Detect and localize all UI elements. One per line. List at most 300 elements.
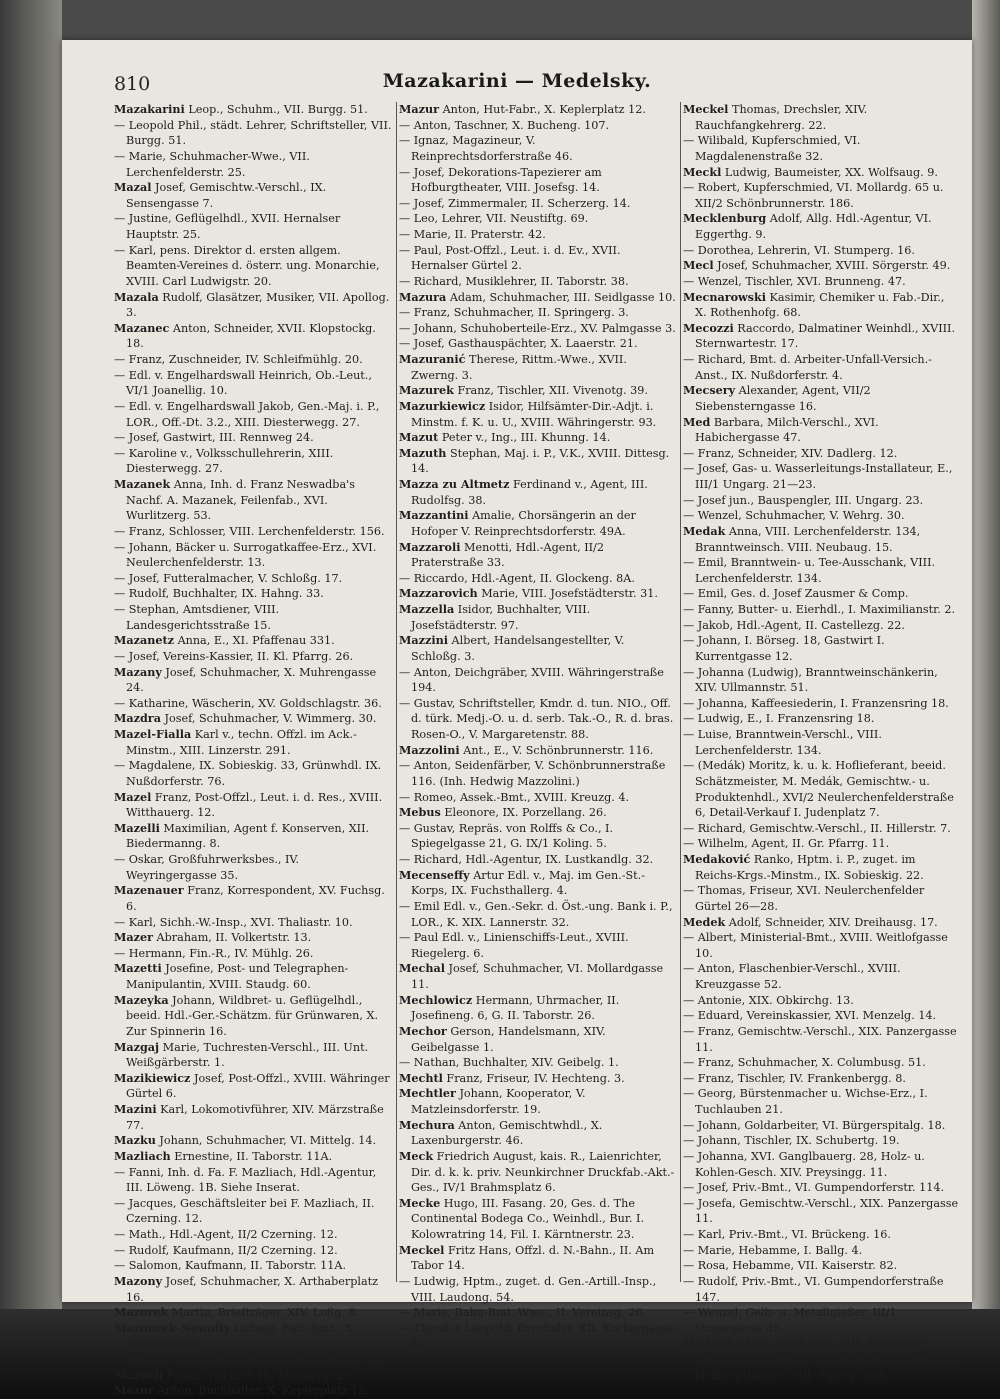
- directory-entry: [683, 508, 959, 524]
- entry-details: — Richard, Bmt. d. Arbeiter-Unfall-Versich.-Anst., IX. Nußdorferstr. 4.: [683, 353, 932, 382]
- directory-entry: [114, 727, 392, 758]
- entry-surname: Mazakarini: [114, 102, 185, 116]
- entry-details: Hermann, Uhrmacher, II. Josefineng. 6, G. II. Taborstr. 26.: [411, 993, 620, 1023]
- entry-surname: Mazzini: [399, 633, 448, 648]
- entry-details: Stephan, Maj. i. P., V.K., XVIII. Dittesg. 14.: [411, 446, 670, 476]
- entry-details: — Rudolf, Buchhalter, IX. Hahng. 33.: [114, 587, 324, 601]
- directory-entry: [683, 1180, 959, 1196]
- entry-details: — Emil, Ges. d. Josef Zausmer & Comp.: [683, 587, 909, 601]
- entry-details: — Richard, Musiklehrer, II. Taborstr. 38.: [399, 274, 629, 288]
- entry-surname: Mazdra: [114, 711, 161, 726]
- entry-details: Anton, Schneider, XVII. Klopstockg. 18.: [126, 321, 376, 351]
- directory-entry: [114, 149, 392, 180]
- entry-details: — Anton, Taschner, X. Bucheng. 107.: [399, 118, 610, 132]
- directory-entry: [114, 883, 392, 914]
- directory-entry: [399, 1305, 677, 1321]
- entry-details: Friedrich August, kais. R., Laienrichter, Dir. d. k. k. priv. Neunkirchner Druckfab.-Akt.-Ges., IV/1 Brahmsplatz 6.: [411, 1149, 675, 1195]
- scan-edge-left: [0, 0, 62, 1394]
- entry-details: Alexander, Agent, VII/2 Siebensterngasse 16.: [695, 384, 871, 413]
- directory-entry: [683, 961, 959, 992]
- directory-entry: [683, 602, 959, 618]
- entry-surname: Mazzaroli: [399, 539, 461, 554]
- directory-entry: [399, 321, 677, 337]
- column-3: [683, 102, 959, 1382]
- entry-details: — Karl, Sichh.-W.-Insp., XVI. Thaliastr. 10.: [114, 915, 353, 929]
- entry-surname: Mazzella: [399, 602, 455, 616]
- entry-surname: Mazzarovich: [399, 586, 478, 601]
- directory-entry: [683, 821, 959, 837]
- directory-entry: [114, 446, 392, 477]
- directory-entry: [114, 1040, 392, 1071]
- directory-entry: [683, 243, 959, 259]
- entry-details: Anna, Inh. d. Franz Neswadba's Nachf. A. Mazanek, Feilenfab., XVI. Wurlitzerg. 53.: [126, 478, 355, 523]
- entry-details: — Franz, Schneider, XIV. Dadlerg. 12.: [683, 446, 898, 460]
- entry-surname: Mazini: [114, 1102, 157, 1116]
- entry-details: — Wenzel, Gelb- u. Metallgießer, III/1 Ungargasse 45.: [683, 1306, 897, 1335]
- scan-edge-right: [972, 0, 1000, 1394]
- entry-details: Barbara, Milch-Verschl., XVI. Habichergasse 47.: [695, 415, 879, 445]
- entry-details: — Johann, I. Börseg. 18, Gastwirt I. Kurrentgasse 12.: [683, 634, 885, 663]
- entry-details: Ludwig, Baumeister, XX. Wolfsaug. 9.: [721, 165, 938, 179]
- entry-details: Anton, Gemischtwhdl., X. Laxenburgerstr. 46.: [411, 1118, 603, 1148]
- directory-entry: [114, 321, 392, 352]
- directory-entry: [114, 1227, 392, 1243]
- directory-entry: [399, 165, 677, 196]
- entry-details: — (Frank) Karoline, k. u. k. Hofschauspielerin a. Hofburgtheater, VIII. Tigerg. 33A.: [683, 1353, 959, 1382]
- directory-entry: [114, 946, 392, 962]
- entry-surname: Mazal: [114, 180, 152, 195]
- directory-entry: [114, 1305, 392, 1321]
- entry-surname: Med: [683, 414, 711, 429]
- entry-details: Maximilian, Agent f. Konserven, XII. Biedermanng. 8.: [126, 821, 370, 851]
- entry-details: — Robert, Kupferschmied, VI. Mollardg. 65 u. XII/2 Schönbrunnerstr. 186.: [683, 181, 944, 210]
- entry-surname: Mazurek: [399, 383, 454, 398]
- directory-entry: [114, 852, 392, 883]
- entry-details: — Josef, Gasthauspächter, X. Laaerstr. 21.: [399, 337, 638, 351]
- directory-entry: [114, 430, 392, 446]
- directory-entry: [399, 352, 677, 383]
- entry-surname: Mazel: [114, 789, 152, 804]
- entry-surname: Mazzantini: [399, 508, 469, 523]
- entry-details: Franz, Friseur, IV. Hechteng. 3.: [442, 1071, 625, 1085]
- entry-details: — Dorothea, Lehrerin, VI. Stumperg. 16.: [683, 243, 915, 257]
- directory-entry: [683, 1133, 959, 1149]
- directory-entry: [399, 227, 677, 243]
- entry-details: Franz, Tischler, IX. Müllnerg. 25.: [163, 1368, 355, 1382]
- entry-details: — Romeo, Assek.-Bmt., XVIII. Kreuzg. 4.: [399, 790, 630, 804]
- entry-surname: Mazourek-Newolly: [114, 1320, 230, 1335]
- running-head: Mazakarini — Medelsky.: [382, 70, 652, 92]
- entry-details: — Josef, Futteralmacher, V. Schloßg. 17.: [114, 571, 343, 585]
- directory-entry: [114, 540, 392, 571]
- entry-surname: Mazany: [114, 664, 162, 679]
- entry-details: — Wilibald, Kupferschmied, VI. Magdalenenstraße 32.: [683, 134, 861, 163]
- entry-surname: Mazer: [114, 930, 153, 945]
- directory-entry: [683, 1024, 959, 1055]
- entry-details: Marie, VIII. Josefstädterstr. 31.: [477, 587, 658, 601]
- directory-entry: [399, 336, 677, 352]
- directory-entry: [114, 118, 392, 149]
- directory-entry: [399, 1196, 677, 1243]
- directory-entry: [114, 1071, 392, 1102]
- directory-entry: [114, 243, 392, 290]
- entry-surname: Meckl: [683, 164, 722, 179]
- entry-details: — Stephan, Amtsdiener, VIII. Landesgerichtsstraße 15.: [114, 603, 280, 632]
- directory-entry: [399, 1071, 677, 1087]
- entry-details: — Anton, Flaschenbier-Verschl., XVIII. Kreuzgasse 52.: [683, 962, 901, 991]
- entry-details: — Eduard, Vereinskassier, XVI. Menzelg. 14.: [683, 1009, 937, 1023]
- directory-entry: [114, 1368, 392, 1384]
- directory-entry: [683, 852, 959, 883]
- entry-details: — Edl. v. Engelhardswall Jakob, Gen.-Maj. i. P., LOR., Off.-Dt. 3.2., XIII. Diesterwegg. 27.: [114, 399, 380, 429]
- directory-entry: [399, 930, 677, 961]
- directory-entry: [114, 1165, 392, 1196]
- entry-details: Eleonore, IX. Porzellang. 26.: [440, 806, 607, 820]
- entry-details: Karl, Lokomotivführer, XIV. Märzstraße 77.: [126, 1103, 384, 1132]
- entry-details: — Rudolf, Kaufmann, II/2 Czerning. 12.: [114, 1243, 338, 1257]
- directory-entry: [114, 102, 392, 118]
- entry-details: Albert, Handelsangestellter, V. Schloßg. 3.: [411, 634, 625, 663]
- directory-entry: [683, 727, 959, 758]
- directory-entry: [683, 290, 959, 321]
- entry-surname: Mazku: [114, 1133, 156, 1148]
- directory-entry: [683, 274, 959, 290]
- directory-entry: [683, 696, 959, 712]
- directory-entry: [399, 1118, 677, 1149]
- directory-entry: [399, 274, 677, 290]
- entry-surname: Mecenseffy: [399, 867, 470, 882]
- directory-entry: [114, 790, 392, 821]
- entry-details: Thomas, Drechsler, XIV. Rauchfangkehrerg. 22.: [695, 103, 868, 132]
- directory-entry: [399, 305, 677, 321]
- entry-surname: Mazuranić: [399, 352, 466, 366]
- directory-entry: [114, 665, 392, 696]
- directory-entry: [114, 1133, 392, 1149]
- entry-details: Josefine, Post- und Telegraphen-Manipulantin, XVIII. Staudg. 60.: [126, 962, 349, 991]
- directory-entry: [683, 993, 959, 1009]
- entry-details: Leop., Schuhm., VII. Burgg. 51.: [184, 103, 368, 116]
- entry-details: — Riccardo, Hdl.-Agent, II. Glockeng. 8A.: [399, 571, 635, 585]
- entry-surname: Mazetti: [114, 961, 162, 976]
- directory-entry: [399, 571, 677, 587]
- directory-entry: [399, 102, 677, 118]
- entry-details: Gerson, Handelsmann, XIV. Geibelgasse 1.: [411, 1024, 606, 1054]
- entry-details: Josef, Schuhmacher, X. Muhrengasse 24.: [126, 665, 377, 695]
- directory-entry: [399, 665, 677, 696]
- directory-entry: [399, 805, 677, 821]
- entry-details: — Johann, Goldarbeiter, VI. Bürgerspitalg. 18.: [683, 1118, 946, 1132]
- directory-entry: [399, 1055, 677, 1071]
- entry-details: — Thomas, Friseur, XVI. Neulerchenfelder Gürtel 26—28.: [683, 884, 925, 913]
- entry-details: — Franz, Gemischtw.-Verschl., XIX. Panzergasse 11.: [683, 1024, 957, 1054]
- directory-entry: [399, 1321, 677, 1352]
- entry-details: — Emil, Branntwein- u. Tee-Ausschank, VIII. Lerchenfelderstr. 134.: [683, 556, 936, 585]
- entry-details: — Magdalene, IX. Sobieskig. 33, Grünwhdl. IX. Nußdorferstr. 76.: [114, 759, 382, 788]
- column-2: [399, 102, 677, 1351]
- entry-details: Peter v., Ing., III. Khunng. 14.: [438, 431, 611, 445]
- entry-details: — Nathan, Buchhalter, XIV. Geibelg. 1.: [399, 1056, 619, 1070]
- entry-details: — Anton, Seidenfärber, V. Schönbrunnerstraße 116. (Inh. Hedwig Mazzolini.): [399, 759, 666, 788]
- entry-details: — Luise, Branntwein-Verschl., VIII. Lerchenfelderstr. 134.: [683, 728, 882, 757]
- directory-entry: [683, 102, 959, 133]
- directory-entry: [399, 196, 677, 212]
- entry-details: Adolf, Schneider, XIV. Dreihausg. 17.: [725, 915, 938, 929]
- entry-surname: Mechor: [399, 1023, 447, 1038]
- directory-entry: [683, 915, 959, 931]
- directory-entry: [114, 993, 392, 1040]
- entry-details: — Rudolf, Priv.-Bmt., VI. Gumpendorferstraße 147.: [683, 1274, 944, 1304]
- directory-entry: [399, 790, 677, 806]
- directory-entry: [683, 1258, 959, 1274]
- directory-entry: [399, 290, 677, 306]
- directory-entry: [399, 477, 677, 508]
- entry-surname: Mazala: [114, 289, 159, 304]
- entry-surname: Meck: [399, 1148, 434, 1163]
- entry-details: — Karl, Priv.-Bmt., VI. Brückeng. 16.: [683, 1228, 891, 1241]
- directory-entry: [114, 211, 392, 242]
- entry-details: — Johann, Bäcker u. Surrogatkaffee-Erz., XVI. Neulerchenfelderstr. 13.: [114, 540, 377, 570]
- entry-details: — Josef, Gastwirt, III. Rennweg 24.: [114, 431, 314, 445]
- directory-entry: [399, 961, 677, 992]
- directory-entry: [683, 586, 959, 602]
- entry-details: Fritz Hans, Offzl. d. N.-Bahn., II. Am Tabor 14.: [411, 1243, 655, 1273]
- directory-entry: [399, 821, 677, 852]
- entry-details: — Jakob, Hdl.-Agent, II. Castellezg. 22.: [683, 618, 905, 632]
- directory-entry: [114, 1258, 392, 1274]
- entry-details: Ernestine, II. Taborstr. 11A.: [170, 1149, 333, 1163]
- directory-entry: [683, 633, 959, 664]
- directory-entry: [399, 758, 677, 789]
- directory-entry: [399, 383, 677, 399]
- entry-details: Isidor, Buchhalter, VIII. Josefstädterstr. 97.: [411, 603, 591, 632]
- directory-entry: [683, 1086, 959, 1117]
- directory-entry: [683, 165, 959, 181]
- directory-entry: [683, 836, 959, 852]
- entry-surname: Mazel-Fialla: [114, 727, 192, 741]
- entry-surname: Mazliach: [114, 1148, 171, 1163]
- entry-details: — Jacques, Geschäftsleiter bei F. Mazliach, II. Czerning. 12.: [114, 1196, 375, 1226]
- column-divider-2: [680, 102, 681, 1282]
- directory-entry: [399, 540, 677, 571]
- page-number: 810: [114, 73, 151, 95]
- directory-entry: [114, 180, 392, 211]
- directory-entry: [683, 524, 959, 555]
- entry-surname: Mazikiewicz: [114, 1070, 191, 1085]
- entry-surname: Mazut: [399, 430, 439, 445]
- directory-entry: [399, 1274, 677, 1305]
- directory-entry: [114, 1274, 392, 1305]
- entry-details: Raccordo, Dalmatiner Weinhdl., XVIII. Sternwartestr. 17.: [695, 321, 956, 351]
- directory-entry: [399, 399, 677, 430]
- entry-details: Adam, Schuhmacher, III. Seidlgasse 10.: [446, 290, 676, 304]
- directory-entry: [683, 618, 959, 634]
- directory-entry: [399, 602, 677, 633]
- directory-entry: [114, 696, 392, 712]
- entry-details: Rudolf, Glasätzer, Musiker, VII. Apollog. 3.: [126, 290, 390, 320]
- entry-surname: Mecke: [399, 1195, 441, 1210]
- entry-details: — Johanna, Kaffeesiederin, I. Franzensring 18.: [683, 696, 949, 710]
- entry-details: — Josefa, Gemischtw.-Verschl., XIX. Panzergasse 11.: [683, 1196, 959, 1226]
- directory-entry: [399, 1243, 677, 1274]
- entry-details: Josef, Schuhmacher, V. Wimmerg. 30.: [160, 712, 377, 726]
- entry-details: — Franz, Zuschneider, IV. Schleifmühlg. 20.: [114, 353, 363, 366]
- entry-details: — Albert, Ministerial-Bmt., XVIII. Weitlofgasse 10.: [683, 931, 948, 960]
- directory-entry: [399, 696, 677, 743]
- directory-entry: [683, 665, 959, 696]
- entry-details: — Fanny, Butter- u. Eierhdl., I. Maximilianstr. 2.: [683, 603, 956, 616]
- directory-entry: [683, 883, 959, 914]
- directory-entry: [114, 571, 392, 587]
- directory-entry: [683, 1336, 959, 1352]
- entry-surname: Mecklenburg: [683, 211, 767, 226]
- entry-details: — Franz, Schlosser, VIII. Lerchenfelderstr. 156.: [114, 524, 385, 538]
- entry-details: Josef, Schuhmacher, X. Arthaberplatz 16.: [126, 1274, 379, 1304]
- directory-entry: [114, 1243, 392, 1259]
- directory-entry: [399, 868, 677, 899]
- entry-details: — Wilhelm, Agent, II. Gr. Pfarrg. 11.: [683, 837, 890, 851]
- entry-details: Ferdinand v., Agent, III. Rudolfsg. 38.: [411, 478, 648, 507]
- column-1: [114, 102, 392, 1398]
- directory-entry: [683, 1118, 959, 1134]
- directory-entry: [114, 1102, 392, 1133]
- entry-surname: Mazanec: [114, 320, 170, 335]
- directory-entry: [114, 649, 392, 665]
- directory-entry: [683, 555, 959, 586]
- entry-details: Anna, E., XI. Pfaffenau 331.: [174, 634, 335, 648]
- entry-details: — Rudolf, Gemischtw.-Verschl., XIII. Gurkg. 30.: [114, 1353, 383, 1366]
- directory-entry: [683, 758, 959, 821]
- entry-surname: Mechtl: [399, 1070, 443, 1085]
- entry-details: — Ludwig, E., I. Franzensring 18.: [683, 712, 875, 726]
- entry-surname: Mazurkiewicz: [399, 398, 486, 413]
- entry-details: Franz, Korrespondent, XV. Fuchsg. 6.: [126, 884, 385, 913]
- entry-surname: Mecl: [683, 258, 714, 273]
- entry-surname: Medelsky: [683, 1336, 743, 1351]
- directory-entry: [683, 1196, 959, 1227]
- entry-surname: Mazony: [114, 1273, 163, 1288]
- directory-entry: [683, 1008, 959, 1024]
- directory-entry: [399, 211, 677, 227]
- directory-entry: [683, 1274, 959, 1305]
- entry-details: — Johanna (Ludwig), Branntweinschänkerin, XIV. Ullmannstr. 51.: [683, 665, 938, 695]
- entry-details: — Paul Edl. v., Linienschiffs-Leut., XVIII. Riegelerg. 6.: [399, 931, 629, 960]
- entry-surname: Mechlowicz: [399, 992, 473, 1007]
- entry-details: — Josef jun., Bauspengler, III. Ungarg. 23.: [683, 493, 924, 507]
- entry-details: — Ludwig, Hptm., zuget. d. Gen.-Artill.-Insp., VIII. Laudong. 54.: [399, 1274, 657, 1304]
- entry-details: Isidor, Hilfsämter-Dir.-Adjt. i. Minstm. f. K. u. U., XVIII. Währingerstr. 93.: [411, 399, 657, 429]
- directory-entry: [114, 352, 392, 368]
- directory-entry: [399, 133, 677, 164]
- directory-entry: [399, 743, 677, 759]
- entry-surname: Mazza zu Altmetz: [399, 477, 510, 491]
- directory-entry: [683, 1071, 959, 1087]
- entry-details: — Leo, Lehrer, VII. Neustiftg. 69.: [399, 212, 589, 226]
- directory-entry: [683, 1243, 959, 1259]
- directory-entry: [683, 493, 959, 509]
- entry-details: — Franz, Schuhmacher, II. Springerg. 3.: [399, 306, 629, 320]
- directory-entry: [399, 1086, 677, 1117]
- directory-entry: [683, 133, 959, 164]
- entry-details: — Franz, Schuhmacher, X. Columbusg. 51.: [683, 1056, 926, 1070]
- entry-details: — Justine, Geflügelhdl., XVII. Hernalser Hauptstr. 25.: [114, 212, 341, 241]
- entry-details: Kasimir, Chemiker u. Fab.-Dir., X. Rothenhofg. 68.: [695, 290, 945, 320]
- entry-surname: Mechal: [399, 961, 445, 976]
- directory-entry: [683, 446, 959, 462]
- directory-entry: [399, 118, 677, 134]
- entry-details: Ant., E., V. Schönbrunnerstr. 116.: [459, 743, 654, 757]
- entry-details: Johann, Kooperator, V. Matzleinsdorferstr. 19.: [411, 1087, 586, 1116]
- directory-entry: [114, 758, 392, 789]
- entry-surname: Mazorek: [114, 1305, 169, 1320]
- entry-details: — Fanni, Inh. d. Fa. F. Mazliach, Hdl.-Agentur, III. Löweng. 1B. Siehe Inserat.: [114, 1165, 377, 1195]
- directory-entry: [683, 930, 959, 961]
- directory-entry: [114, 961, 392, 992]
- entry-details: — Salomon, Kaufmann, II. Taborstr. 11A.: [114, 1259, 347, 1273]
- entry-details: Franz, Post-Offzl., Leut. i. d. Res., XVIII. Witthauerg. 12.: [126, 790, 383, 820]
- directory-entry: [683, 1305, 959, 1336]
- directory-entry: [683, 180, 959, 211]
- entry-details: — Richard, Hdl.-Agentur, IX. Lustkandlg. 32.: [399, 853, 654, 866]
- entry-details: — Josef, Vereins-Kassier, II. Kl. Pfarrg. 26.: [114, 649, 354, 663]
- entry-surname: Mazeyka: [114, 992, 169, 1007]
- page-header: [62, 40, 972, 96]
- directory-entry: [683, 1352, 959, 1383]
- directory-entry: [114, 711, 392, 727]
- entry-details: Abraham, II. Volkertstr. 13.: [153, 931, 312, 945]
- entry-surname: Medak: [683, 523, 726, 538]
- directory-entry: [399, 993, 677, 1024]
- entry-details: Josef, Schuhmacher, XVIII. Sörgerstr. 49.: [713, 259, 951, 273]
- directory-entry: [399, 446, 677, 477]
- directory-entry: [683, 211, 959, 242]
- entry-details: Anton, Hut-Fabr., X. Keplerplatz 12.: [439, 103, 646, 116]
- directory-entry: [683, 352, 959, 383]
- directory-entry: [683, 1149, 959, 1180]
- entry-details: — Georg, Bürstenmacher u. Wichse-Erz., I. Tuchlauben 21.: [683, 1087, 928, 1116]
- entry-details: — Marie, II. Praterstr. 42.: [399, 228, 546, 241]
- entry-details: — Karl, pens. Direktor d. ersten allgem. Beamten-Vereines d. österr. ung. Monarchie, XVIII. Carl Ludwigstr. 20.: [114, 243, 380, 288]
- entry-surname: Meckel: [683, 102, 729, 116]
- directory-entry: [683, 415, 959, 446]
- entry-details: — Johann, Tischler, IX. Schubertg. 19.: [683, 1134, 900, 1148]
- entry-details: Ludwig, Fab.-Bmt., X. Steffleurg 13.: [126, 1321, 357, 1351]
- directory-entry: [114, 602, 392, 633]
- directory-entry: [399, 243, 677, 274]
- entry-details: — Antonie, XIX. Obkirchg. 13.: [683, 993, 854, 1007]
- entry-details: — Edl. v. Engelhardswall Heinrich, Ob.-Leut., VI/1 Joanellig. 10.: [114, 368, 372, 398]
- directory-entry: [683, 461, 959, 492]
- directory-entry: [114, 1149, 392, 1165]
- entry-details: Hugo, III. Fasang. 20, Ges. d. The Continental Bodega Co., Weinhdl., Bur. I. Kolowratring 14, Fil. I. Kärntnerstr. 23.: [411, 1196, 645, 1241]
- entry-details: Johann, Schuhmacher, VI. Mittelg. 14.: [155, 1134, 377, 1148]
- directory-entry: [683, 711, 959, 727]
- entry-details: — Katharine, Wäscherin, XV. Goldschlagstr. 36.: [114, 696, 382, 710]
- entry-details: — Theodor Leopold, Drechsler, XII. Korbergasse 8.: [399, 1321, 674, 1351]
- entry-details: — Gustav, Repräs. von Rolffs & Co., I. Spiegelgasse 21, G. IX/1 Koling. 5.: [399, 821, 614, 851]
- directory-entry: [114, 368, 392, 399]
- entry-details: — Wenzel, Tischler, XVI. Brunneng. 47.: [683, 274, 906, 288]
- directory-entry: [114, 1196, 392, 1227]
- entry-details: Josef, Schuhmacher, VI. Mollardgasse 11.: [411, 962, 664, 991]
- entry-details: — Marie, Schuhmacher-Wwe., VII. Lerchenfelderstr. 25.: [114, 149, 310, 179]
- entry-surname: Mazanek: [114, 477, 171, 491]
- entry-surname: Mazelli: [114, 820, 160, 835]
- entry-surname: Mazanetz: [114, 633, 175, 648]
- directory-page: [62, 40, 972, 1398]
- directory-entry: [114, 399, 392, 430]
- entry-details: Martin, Briefträger, XIV. Loßg. 8.: [168, 1306, 360, 1320]
- entry-details: Marie, Tuchresten-Verschl., III. Unt. Weißgärberstr. 1.: [126, 1040, 369, 1070]
